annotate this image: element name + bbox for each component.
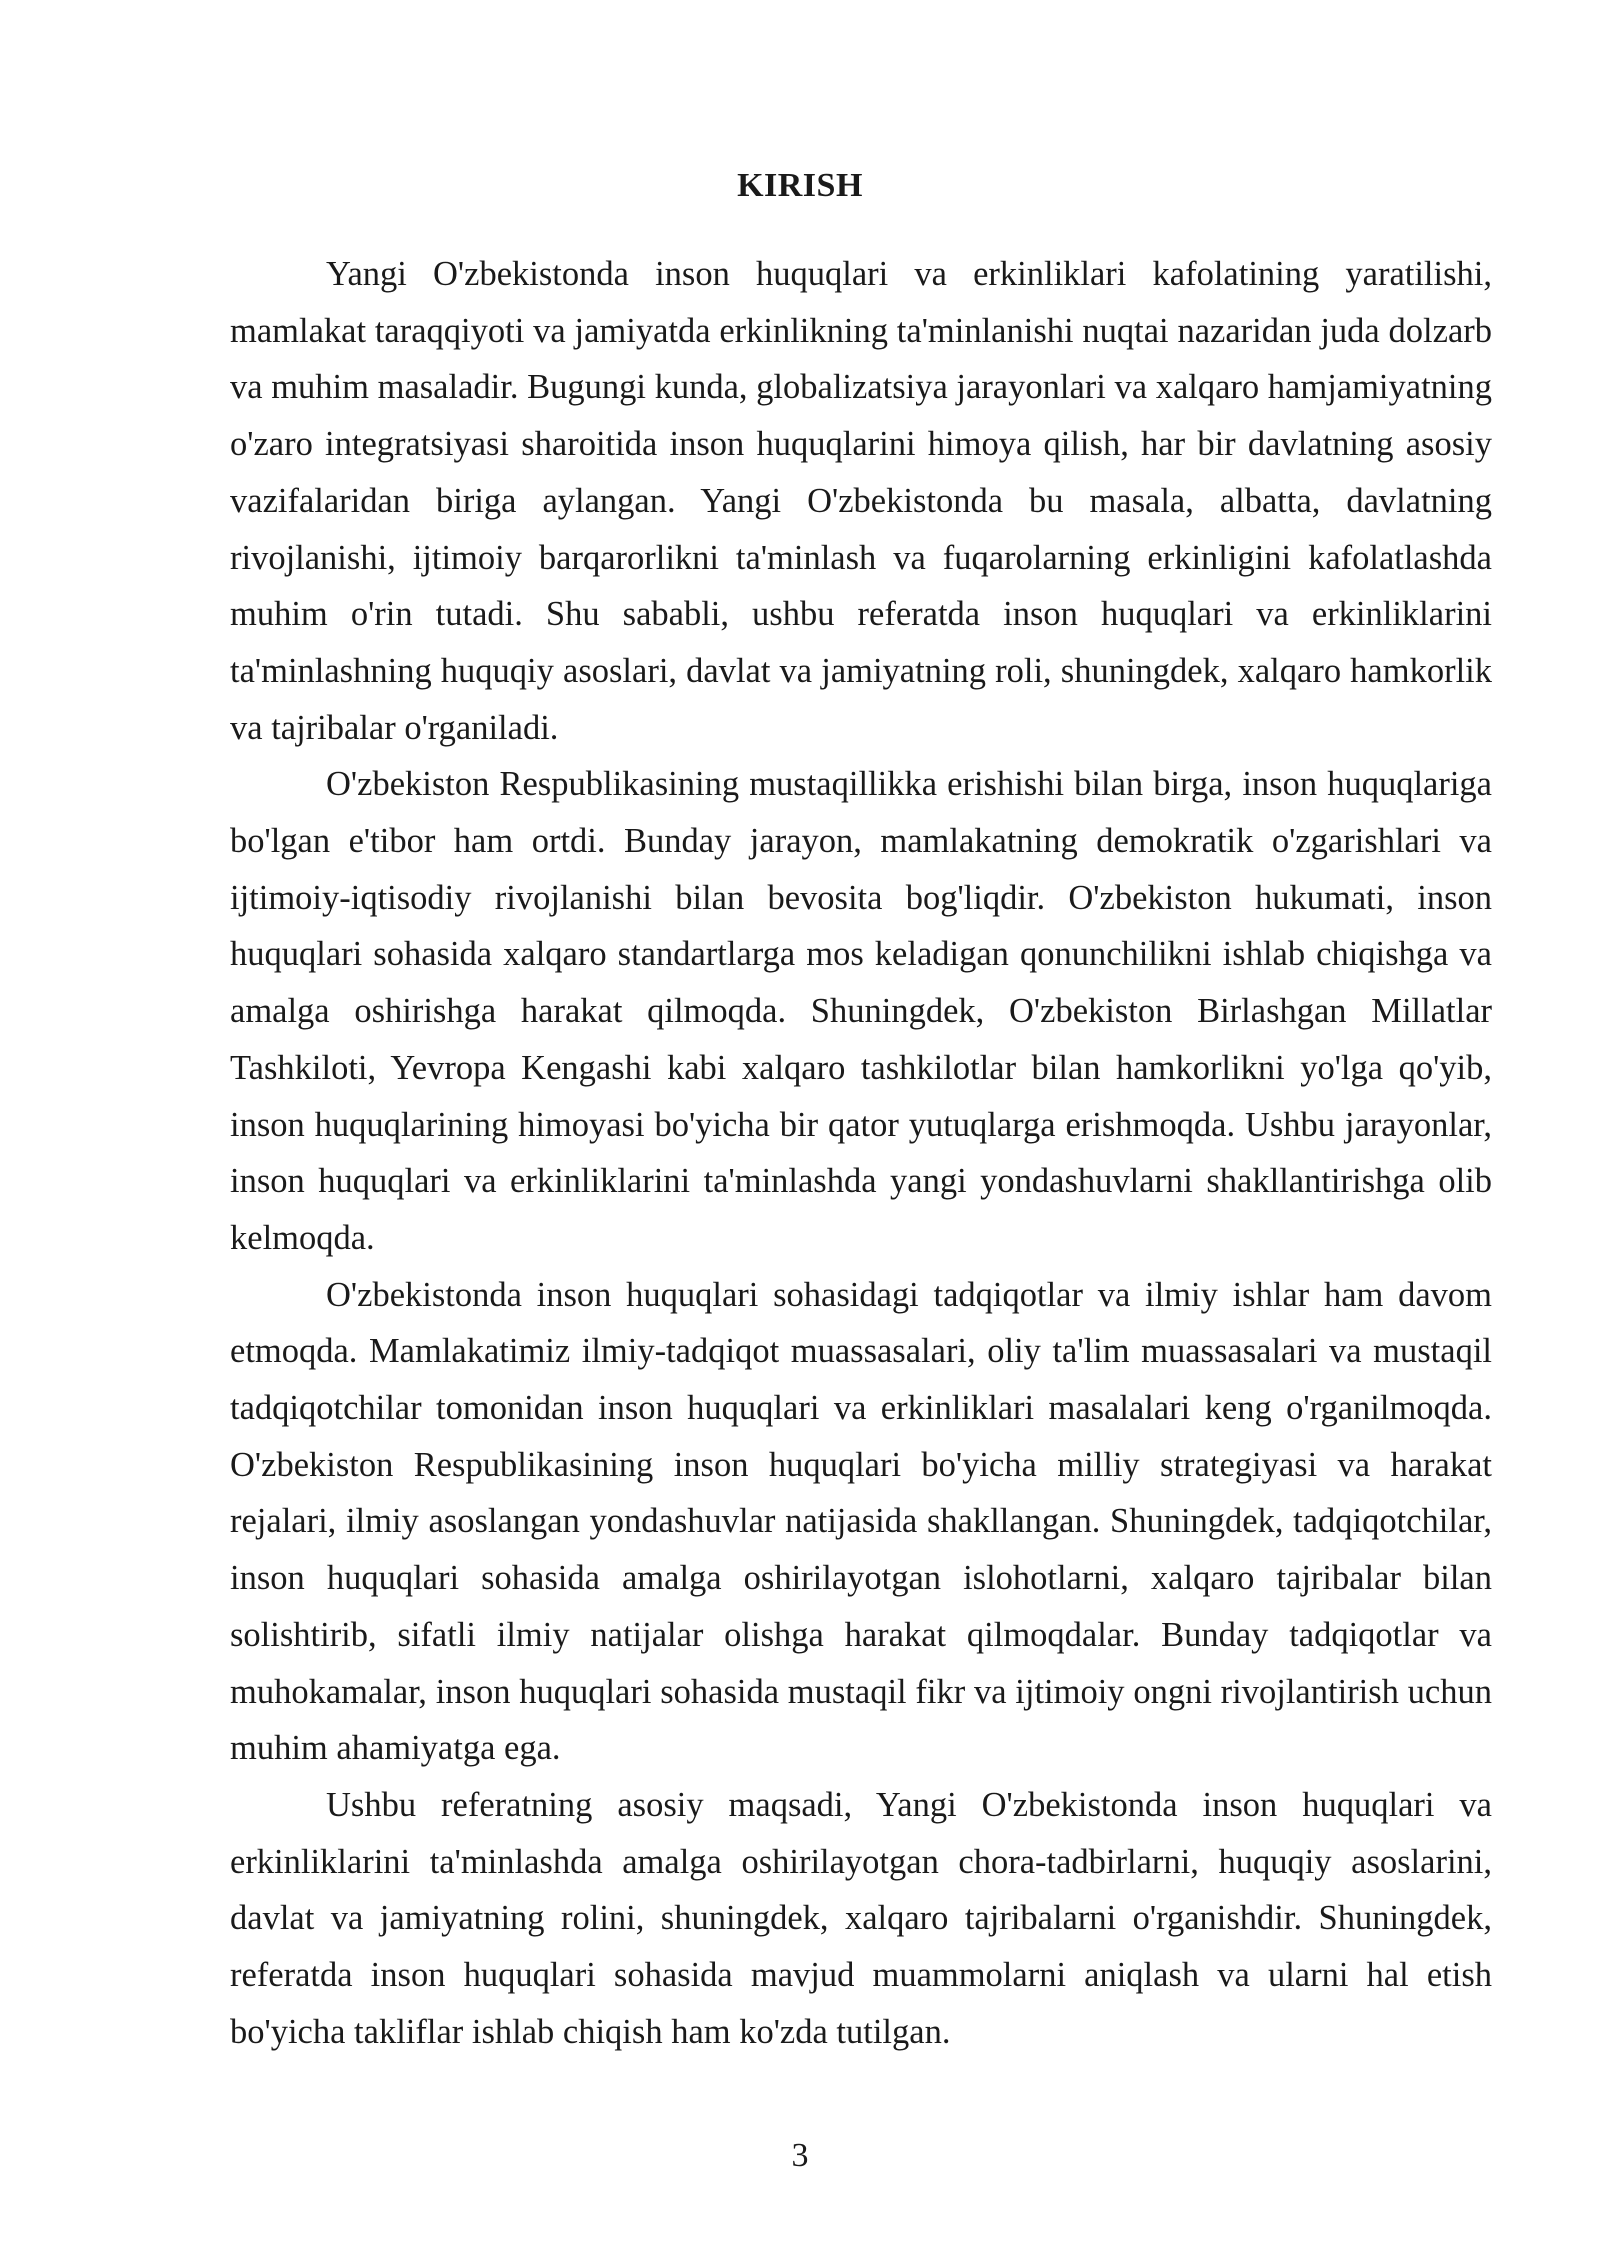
paragraph-4: Ushbu referatning asosiy maqsadi, Yangi O'zbekistonda inson huquqlari va erkinliklarini ta'minlashda amalga oshirilayotgan chora-tadbirlarni, huquqiy asoslarini, davlat va jamiyatning rolini, shuningdek, xalqaro tajribalarni o'rganishdir. Shuningdek, referatda inson huquqlari sohasida mavjud muammolarni aniqlash va ularni hal etish bo'yicha takliflar ishlab chiqish ham ko'zda tutilgan. — [230, 1785, 1492, 2051]
page-number: 3 — [791, 2137, 809, 2174]
paragraph-2: O'zbekiston Respublikasining mustaqillikka erishishi bilan birga, inson huquqlariga bo'lgan e'tibor ham ortdi. Bunday jarayon, mamlakatning demokratik o'zgarishlari va ijtimoiy-iqtisodiy rivojlanishi bilan bevosita bog'liqdir. O'zbekiston hukumati, inson huquqlari sohasida xalqaro standartlarga mos keladigan qonunchilikni ishlab chiqishga va amalga oshirishga harakat qilmoqda. Shuningdek, O'zbekiston Birlashgan Millatlar Tashkiloti, Yevropa Kengashi kabi xalqaro tashkilotlar bilan hamkorlikni yo'lga qo'yib, inson huquqlarining himoyasi bo'yicha bir qator yutuqlarga erishmoqda. Ushbu jarayonlar, inson huquqlari va erkinliklarini ta'minlashda yangi yondashuvlarni shakllantirishga olib kelmoqda. — [230, 765, 1492, 1257]
paragraph-3: O'zbekistonda inson huquqlari sohasidagi tadqiqotlar va ilmiy ishlar ham davom etmoqda. Mamlakatimiz ilmiy-tadqiqot muassasalari, oliy ta'lim muassasalari va mustaqil tadqiqotchilar tomonidan inson huquqlari va erkinliklari masalalari keng o'rganilmoqda. O'zbekiston Respublikasining inson huquqlari bo'yicha milliy strategiyasi va harakat rejalari, ilmiy asoslangan yondashuvlar natijasida shakllangan. Shuningdek, tadqiqotchilar, inson huquqlari sohasida amalga oshirilayotgan islohotlarni, xalqaro tajribalar bilan solishtirib, sifatli ilmiy natijalar olishga harakat qilmoqdalar. Bunday tadqiqotlar va muhokamalar, inson huquqlari sohasida mustaqil fikr va ijtimoiy ongni rivojlantirish uchun muhim ahamiyatga ega. — [230, 1275, 1492, 1768]
paragraph-1: Yangi O'zbekistonda inson huquqlari va erkinliklari kafolatining yaratilishi, mamlakat taraqqiyoti va jamiyatda erkinlikning ta'minlanishi nuqtai nazaridan juda dolzarb va muhim masaladir. Bugungi kunda, globalizatsiya jarayonlari va xalqaro hamjamiyatning o'zaro integratsiyasi sharoitida inson huquqlarini himoya qilish, har bir davlatning asosiy vazifalaridan biriga aylangan. Yangi O'zbekistonda bu masala, albatta, davlatning rivojlanishi, ijtimoiy barqarorlikni ta'minlash va fuqarolarning erkinligini kafolatlashda muhim o'rin tutadi. Shu sababli, ushbu referatda inson huquqlari va erkinliklarini ta'minlashning huquqiy asoslari, davlat va jamiyatning roli, shuningdek, xalqaro hamkorlik va tajribalar o'rganiladi. — [230, 255, 1492, 747]
body-text — [230, 246, 1492, 2061]
section-title: KIRISH — [737, 167, 863, 204]
